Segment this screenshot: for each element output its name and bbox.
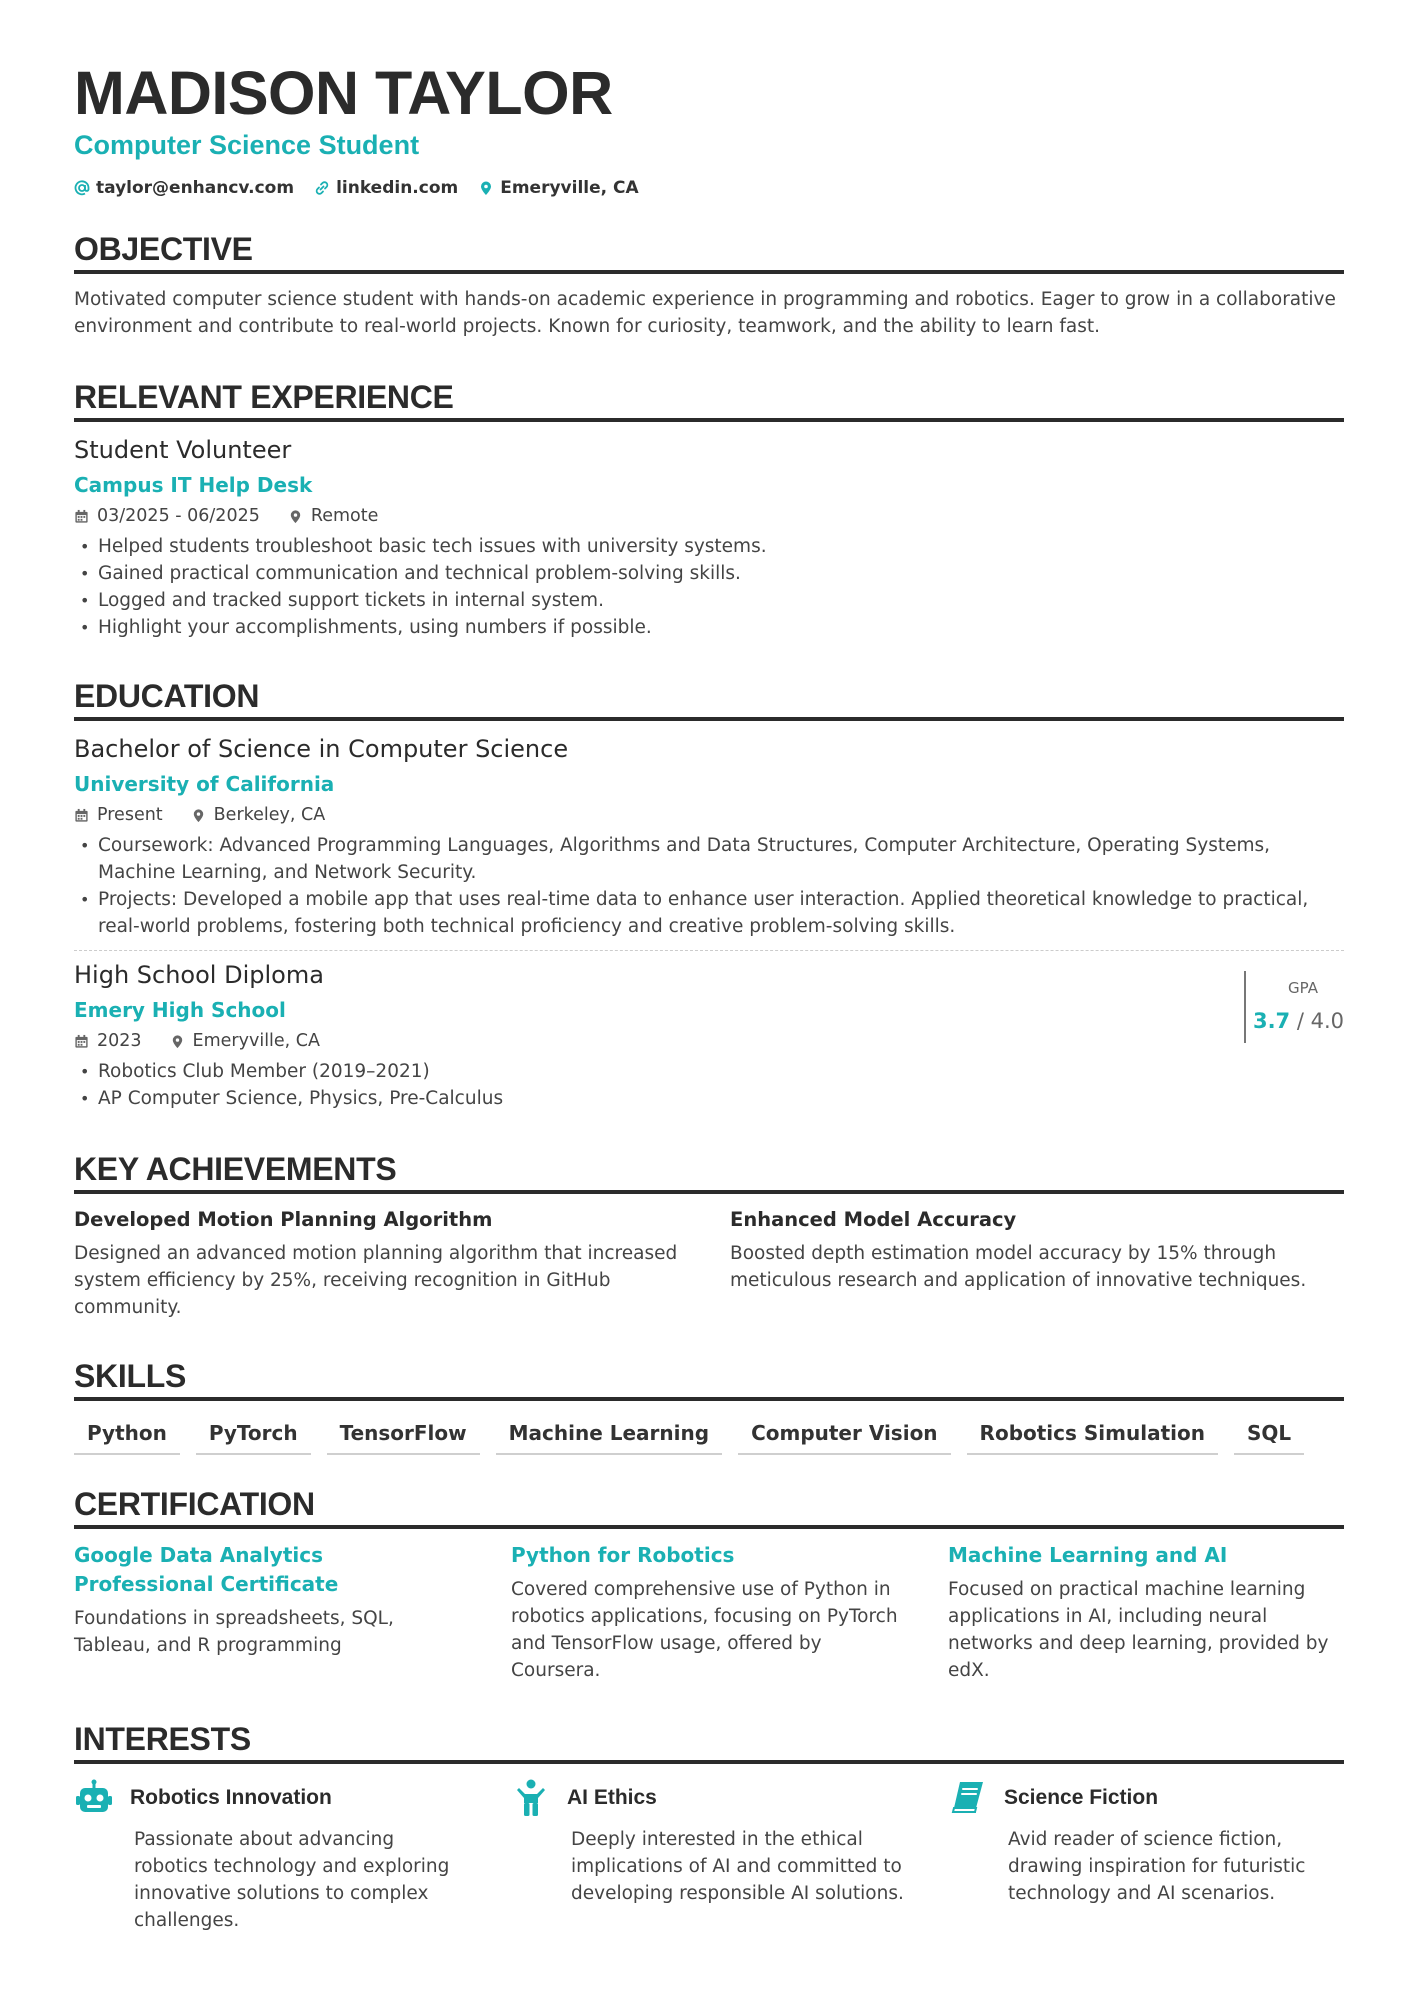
section-heading: INTERESTS: [74, 1721, 251, 1757]
interests-section: [74, 1720, 1344, 1934]
interest-header: [511, 1778, 906, 1818]
skill-tag: Machine Learning: [496, 1421, 722, 1455]
objective-section: [74, 230, 1344, 340]
list-item: • Gained practical communication and technical problem-solving skills.: [74, 560, 1344, 587]
skill-tag: Robotics Simulation: [967, 1421, 1218, 1455]
list-item: • Logged and tracked support tickets in internal system.: [74, 587, 1344, 614]
contact-email-text: taylor@enhancv.com: [96, 178, 295, 198]
interest-title: Robotics Innovation: [130, 1786, 332, 1809]
section-divider: [74, 1397, 1344, 1401]
education-bullets: [74, 832, 1344, 940]
education-entry: [74, 733, 1344, 940]
education-meta: [74, 1028, 1344, 1054]
section-divider: [74, 1760, 1344, 1764]
achievement-title: Enhanced Model Accuracy: [730, 1208, 1017, 1231]
section-heading: CERTIFICATION: [74, 1486, 315, 1522]
job-organization: Campus IT Help Desk: [74, 473, 313, 497]
education-location: [170, 1028, 320, 1054]
interest-header: [948, 1778, 1343, 1818]
education-location-text: Emeryville, CA: [192, 1031, 320, 1051]
job-role: Student Volunteer: [74, 436, 292, 464]
education-section: [74, 677, 1344, 1112]
book-icon: [948, 1778, 988, 1818]
job-location: [288, 503, 379, 529]
gpa-max: 4.0: [1310, 1009, 1344, 1033]
calendar-icon: [74, 509, 89, 524]
link-icon: [314, 180, 330, 196]
certification-desc: Foundations in spreadsheets, SQL, Tableau, and R programming: [74, 1608, 394, 1656]
entry-separator: [74, 950, 1344, 951]
achievement-item: [730, 1206, 1344, 1321]
certification-item: [948, 1541, 1343, 1684]
section-divider: [74, 270, 1344, 274]
degree-title: High School Diploma: [74, 961, 324, 989]
candidate-title: Computer Science Student: [74, 130, 420, 160]
education-location: [191, 802, 326, 828]
certification-title: Google Data Analytics Professional Certificate: [74, 1543, 339, 1596]
school-name: University of California: [74, 772, 335, 796]
interest-title: Science Fiction: [1004, 1786, 1159, 1809]
interest-item: [511, 1778, 906, 1934]
location-pin-icon: [170, 1034, 185, 1049]
degree-title: Bachelor of Science in Computer Science: [74, 735, 569, 763]
section-heading: RELEVANT EXPERIENCE: [74, 379, 454, 415]
person-icon: [511, 1778, 551, 1818]
skills-section: [74, 1357, 1344, 1455]
location-pin-icon: [191, 808, 206, 823]
section-heading: EDUCATION: [74, 678, 260, 714]
gpa-value: 3.7 / 4.0: [1252, 1009, 1344, 1033]
job-location-text: Remote: [310, 506, 379, 526]
experience-entry: [74, 434, 1344, 641]
header: [74, 58, 1344, 198]
certification-title: Python for Robotics: [511, 1543, 735, 1567]
education-location-text: Berkeley, CA: [213, 805, 326, 825]
achievements-section: [74, 1150, 1344, 1321]
interest-header: [74, 1778, 469, 1818]
list-item: • Highlight your accomplishments, using numbers if possible.: [74, 614, 1344, 641]
achievement-item: [74, 1206, 688, 1321]
section-heading: OBJECTIVE: [74, 231, 253, 267]
robot-icon: [74, 1778, 114, 1818]
certification-title: Machine Learning and AI: [948, 1543, 1228, 1567]
list-item: • Projects: Developed a mobile app that uses real-time data to enhance user interaction. Applied theoretical knowledge to practical, real-world problems, fostering both technical proficiency and creative problem-solving skills.: [74, 886, 1344, 940]
objective-text: Motivated computer science student with hands-on academic experience in programming and robotics. Eager to grow in a collaborative environment and contribute to real-world projects. Known for curiosity, teamwork, and the ability to learn fast.: [74, 289, 1336, 337]
achievement-desc: Designed an advanced motion planning algorithm that increased system efficiency by 25%, receiving recognition in GitHub community.: [74, 1243, 678, 1318]
at-icon: [74, 180, 90, 196]
contact-location: [478, 178, 638, 198]
interest-title: AI Ethics: [567, 1786, 657, 1809]
list-item: • AP Computer Science, Physics, Pre-Calculus: [74, 1085, 1344, 1112]
resume-page: [74, 58, 1344, 1934]
certification-desc: Covered comprehensive use of Python in robotics applications, focusing on PyTorch and TensorFlow usage, offered by Coursera.: [511, 1579, 898, 1681]
list-item: • Helped students troubleshoot basic tech issues with university systems.: [74, 533, 1344, 560]
education-dates: [74, 1028, 142, 1054]
location-pin-icon: [288, 509, 303, 524]
skill-tag: SQL: [1234, 1421, 1304, 1455]
contact-location-text: Emeryville, CA: [500, 178, 639, 198]
skill-tag: TensorFlow: [327, 1421, 480, 1455]
job-bullets: [74, 533, 1344, 641]
list-item: • Robotics Club Member (2019–2021): [74, 1058, 1344, 1085]
list-item: • Coursework: Advanced Programming Languages, Algorithms and Data Structures, Computer Architecture, Operating Systems, Machine Learning, and Network Security.: [74, 832, 1344, 886]
section-heading: SKILLS: [74, 1358, 186, 1394]
experience-section: [74, 378, 1344, 641]
interests-grid: [74, 1778, 1344, 1934]
interest-item: [948, 1778, 1343, 1934]
contact-linkedin[interactable]: [314, 178, 458, 198]
certification-desc: Focused on practical machine learning applications in AI, including neural networks and deep learning, provided by edX.: [948, 1579, 1329, 1681]
section-divider: [74, 1525, 1344, 1529]
gpa-box: [1244, 971, 1344, 1043]
certification-item: [74, 1541, 469, 1684]
section-divider: [74, 1190, 1344, 1194]
contact-email[interactable]: [74, 178, 294, 198]
interest-item: [74, 1778, 469, 1934]
job-dates: [74, 503, 260, 529]
interest-desc: Deeply interested in the ethical implications of AI and committed to developing responsible AI solutions.: [571, 1829, 904, 1904]
skill-tag: Computer Vision: [738, 1421, 950, 1455]
achievement-desc: Boosted depth estimation model accuracy by 15% through meticulous research and application of innovative techniques.: [730, 1243, 1307, 1291]
section-heading: KEY ACHIEVEMENTS: [74, 1151, 397, 1187]
skill-tag: Python: [74, 1421, 180, 1455]
section-divider: [74, 418, 1344, 422]
job-meta: [74, 503, 1344, 529]
education-meta: [74, 802, 1344, 828]
certification-section: [74, 1485, 1344, 1684]
education-dates-text: Present: [97, 805, 163, 825]
school-name: Emery High School: [74, 998, 286, 1022]
education-bullets: [74, 1058, 1344, 1112]
interest-desc: Passionate about advancing robotics technology and exploring innovative solutions to complex challenges.: [134, 1829, 450, 1931]
education-dates-text: 2023: [97, 1031, 142, 1051]
interest-desc: Avid reader of science fiction, drawing inspiration for futuristic technology and AI scenarios.: [1008, 1829, 1306, 1904]
gpa-score: 3.7: [1252, 1009, 1291, 1033]
calendar-icon: [74, 808, 89, 823]
gpa-label: GPA: [1288, 979, 1318, 997]
calendar-icon: [74, 1034, 89, 1049]
section-divider: [74, 717, 1344, 721]
certification-item: [511, 1541, 906, 1684]
education-entry: [74, 959, 1344, 1112]
job-dates-text: 03/2025 - 06/2025: [97, 506, 260, 526]
achievements-grid: [74, 1206, 1344, 1321]
certification-grid: [74, 1541, 1344, 1684]
location-pin-icon: [478, 180, 494, 196]
skills-list: [74, 1421, 1344, 1455]
education-dates: [74, 802, 163, 828]
achievement-title: Developed Motion Planning Algorithm: [74, 1208, 493, 1231]
candidate-name: MADISON TAYLOR: [74, 59, 613, 127]
contact-list: [74, 178, 1344, 198]
skill-tag: PyTorch: [196, 1421, 311, 1455]
contact-linkedin-text: linkedin.com: [336, 178, 459, 198]
